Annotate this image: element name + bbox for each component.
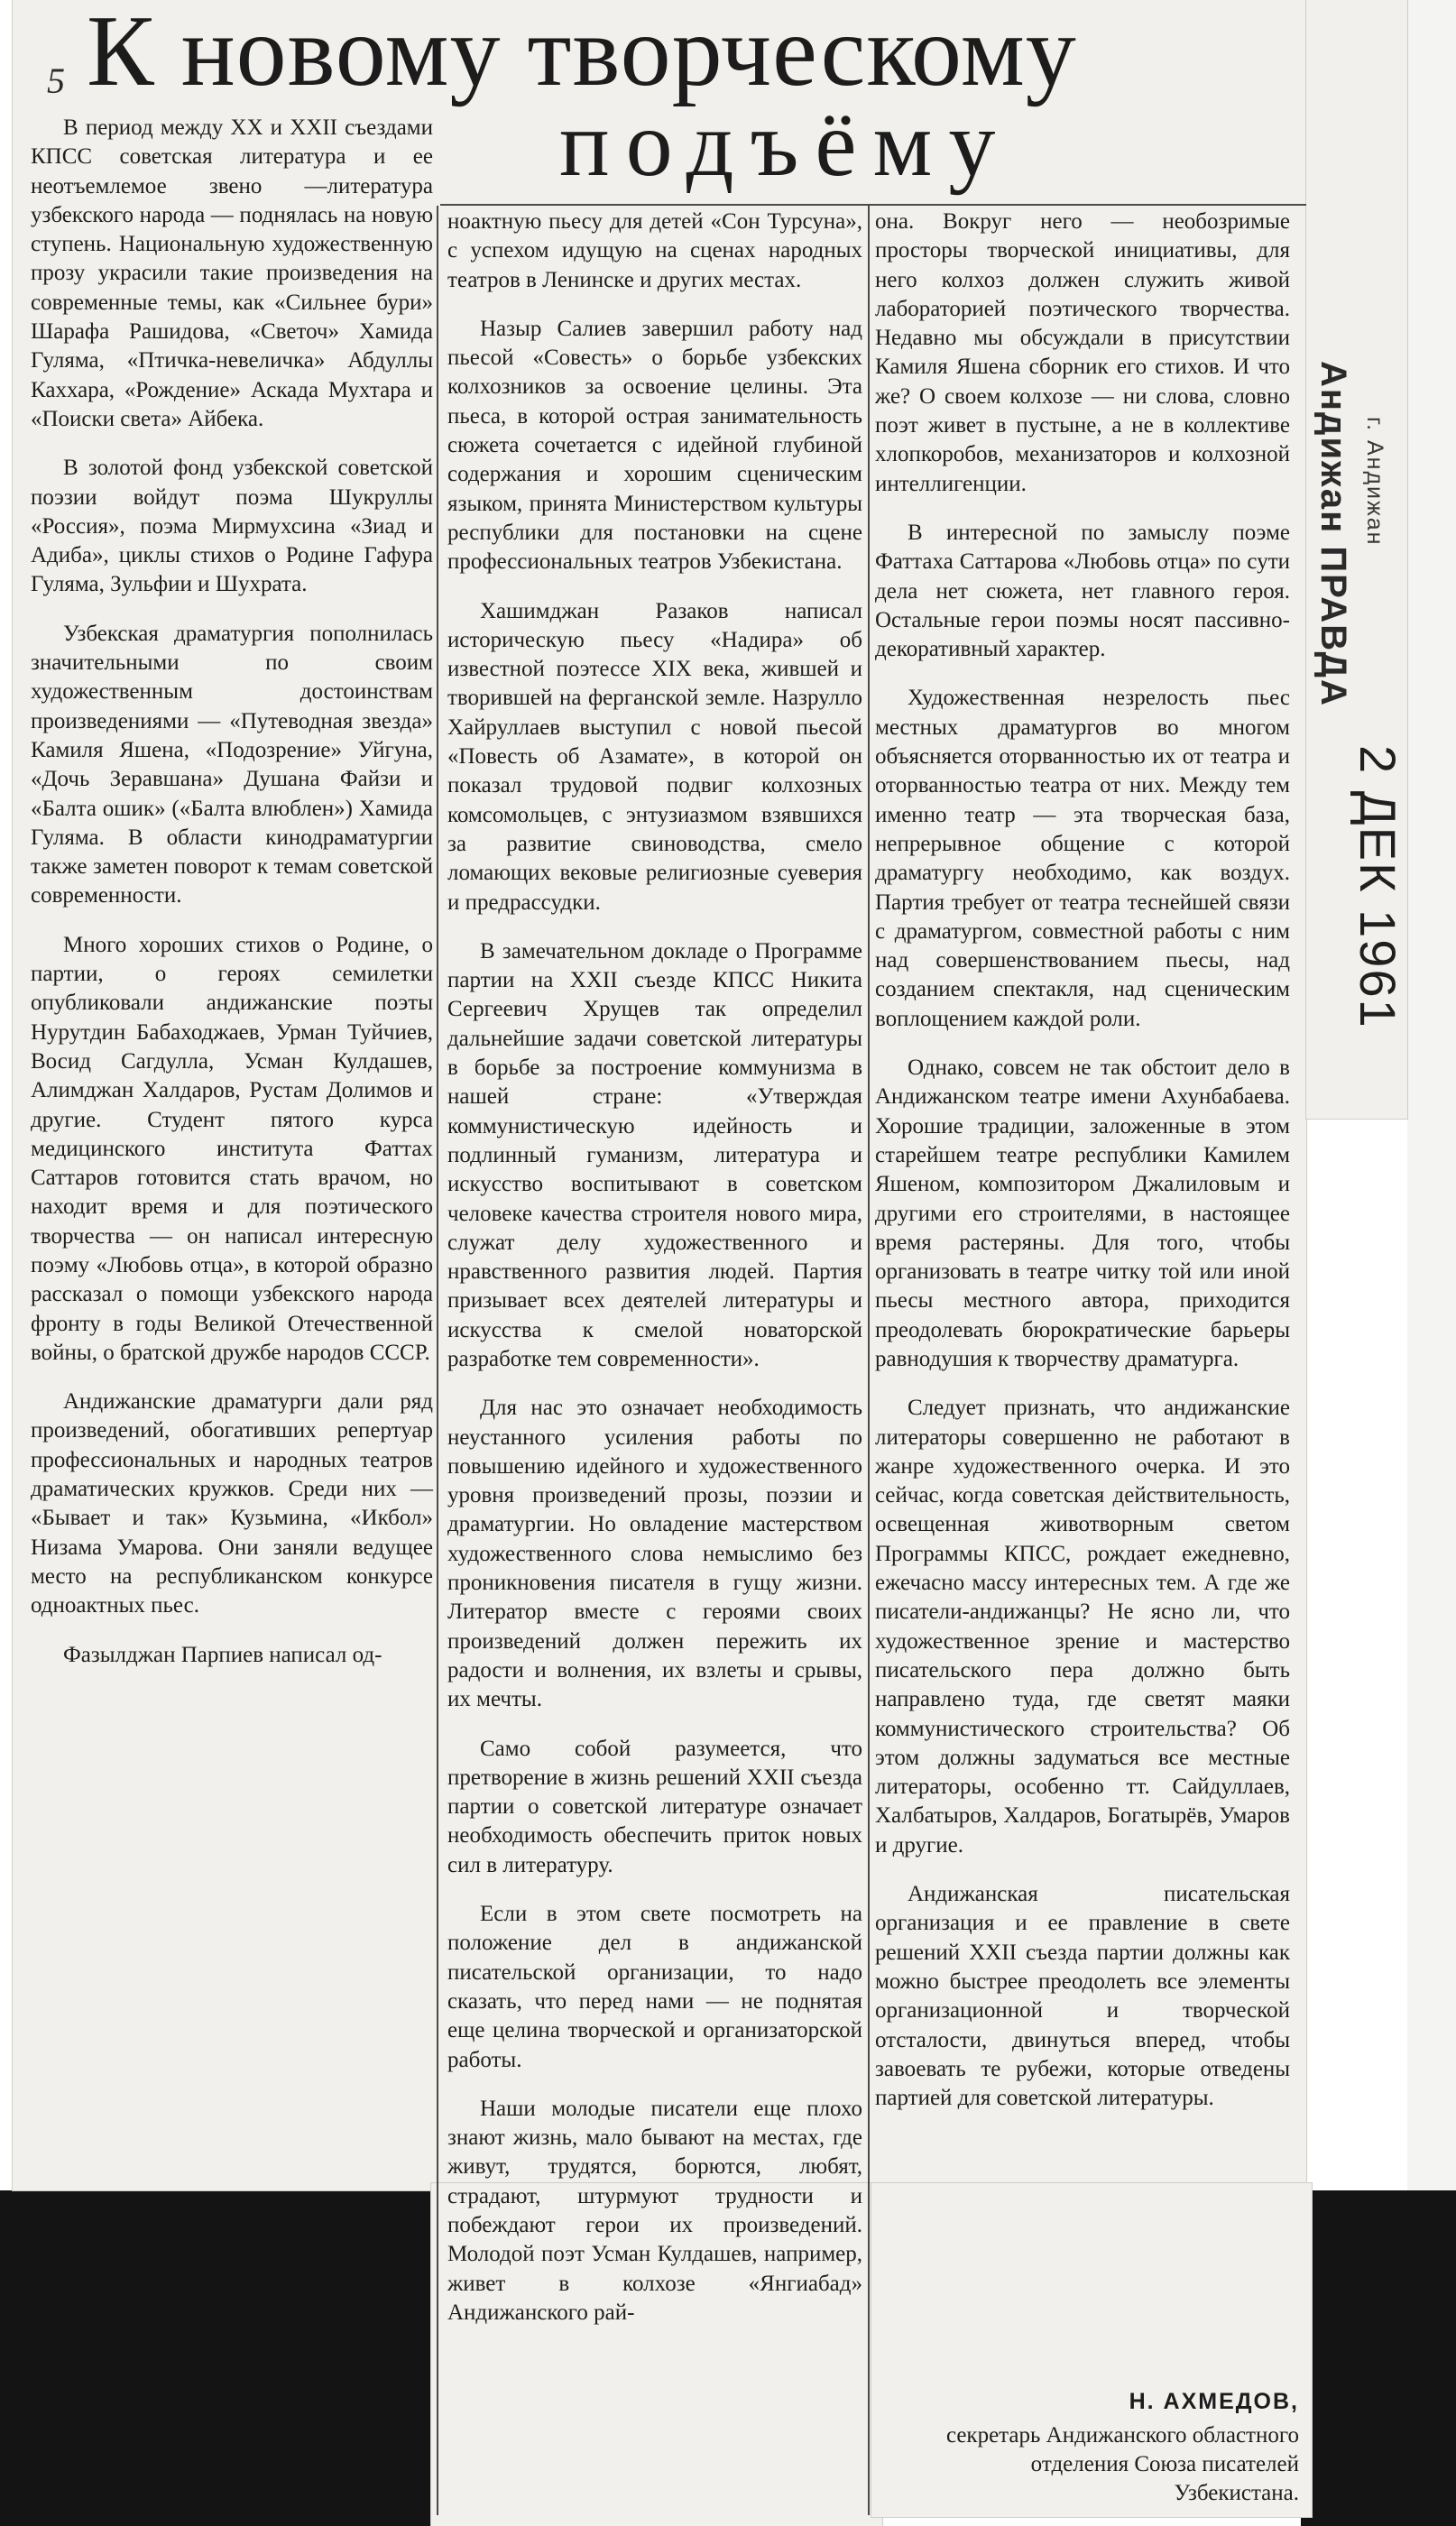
handwritten-page-number: 5 [47,60,65,101]
paragraph: Художественная незрелость пьес местных драматургов во многом объясняется оторванностью их от театра и оторванностью театра от них. Между тем именно театр — эта творческая база, непрерывное общение с которой драматургу необходимо, как воздух. Партия требует от театра теснейшей связи с драматургом, совместной работы с ним над совершенствованием пьесы, над созданием спектакля, над сценическим воплощением каждой роли. [875,686,1290,1031]
paragraph: Наши молодые писатели еще плохо знают жизнь, мало бывают на местах, где живут, трудятся, борются, любят, страдают, штурмуют трудности и побеждают герои их произведений. Молодой поэт Усман Кулдашев, например, живет в колхозе «Янгиабад» Андижанского рай- [447,2096,862,2325]
author-name: Н. АХМЕДОВ, [1129,2389,1299,2414]
article-column-1 [31,114,433,1690]
article-column-3 [875,207,1290,2133]
paragraph: Андижанская писательская организация и ее правление в свете решений XXII съезда партии должны как можно быстрее преодолеть все элементы организационной и творческой отсталости, двинуться вперед, чтобы завоевать те рубежи, которые отведены партией для советской литературы. [875,1882,1290,2111]
paragraph: Узбекская драматургия пополнилась значительными по своим художественным достоинствам произведениями — «Путеводная звезда» Камиля Яшена, «Подозрение» Уйгуна, «Дочь Зеравшана» Душана Файзи и «Балта ошик» («Балта влюблен») Хамида Гуляма. В области кинодраматургии также заметен поворот к темам советской современности. [31,621,433,908]
column-top-rule [440,204,1306,206]
paragraph: она. Вокруг него — необозримые просторы творческой инициативы, для него колхоз должен служить живой лабораторией поэтического творчества. Недавно мы обсуждали в присутствии Камиля Яшена сборник его стихов. И что же? О своем колхозе — ни слова, словно поэт живет в пустыне, а не в коллективе хлопкоробов, механизаторов и колхозной интеллигенции. [875,209,1290,496]
scan-dark-area-right [1301,2190,1456,2526]
clipping-source-stamp: Андижан ПРАВДА [1313,361,1353,707]
paragraph: Много хороших стихов о Родине, о партии, о героях семилетки опубликовали андижанские поэты Нурутдин Бабаходжаев, Урман Туйчиев, Восид Сагдулла, Усман Кулдашев, Алимджан Халдаров, Рустам Долимов и другие. Студент пятого курса медицинского института Фаттах Саттаров готовится стать врачом, но находит время и для поэтического творчества — он написал интересную поэму «Любовь отца», в которой образно рассказал о помощи узбекского народа фронту в годы Великой Отечественной войны, о братской дружбе народов СССР. [31,932,433,1365]
scan-dark-area-left [0,2190,440,2526]
paragraph: Однако, совсем не так обстоит дело в Андижанском театре имени Ахунбабаева. Хорошие традиции, заложенные в этом старейшем театре республики Камилем Яшеном, композитором Джалиловым и другими его строителями, в настоящее время растеряны. Для того, чтобы организовать в театре читку той или иной пьесы местного автора, приходится преодолевать бюрократические барьеры равнодушия к творчеству драматурга. [875,1056,1290,1371]
column-divider-2 [868,206,870,2515]
paragraph: Хашимджан Разаков написал историческую пьесу «Надира» об известной поэтессе XIX века, жившей и творившей на ферганской земле. Назрулло Хайруллаев выступил с новой пьесой «Повесть об Азамате», в которой он показал трудовой подвиг колхозных комсомольцев, с энтузиазмом взявшихся за развитие свиноводства, смело ломающих вековые религиозные суеверия и предрассудки. [447,598,862,915]
paragraph: ноактную пьесу для детей «Сон Турсуна», с успехом идущую на сценах народных театров в Ленинске и других местах. [447,209,862,292]
clipping-city-stamp: г. Андижан [1362,417,1387,547]
article-column-2 [447,207,862,2347]
column-divider-1 [437,206,438,2515]
paragraph: Следует признать, что андижанские литераторы совершенно не работают в жанре художественного очерка. И это сейчас, когда советская действительность, освещенная животворным светом Программы КПСС, рождает ежедневно, ежечасно массу интересных тем. А где же писатели-андижанцы? Не ясно ли, что художественное зрение и мастерство писательского пера должно быть направлено туда, где светят маяки коммунистического строительства? Об этом должны задуматься все местные литераторы, особенно тт. Сайдуллаев, Халбатыров, Халдаров, Богатырёв, Умаров и другие. [875,1396,1290,1858]
headline-line-1: К новому творческому [87,0,1077,107]
paragraph: Для нас это означает необходимость неустанного усиления работы по повышению идейного и художественного уровня произведений прозы, поэзии и драматургии. Но овладение мастерством художественного слова немыслимо без проникновения писателя в гущу жизни. Литератор вместе с героями своих произведений должен пережить их радости и волнения, их взлеты и срывы, их мечты. [447,1396,862,1712]
clipping-date-stamp: 2 ДЕК 1961 [1350,745,1406,1029]
paragraph: Фазылджан Парпиев написал од- [63,1642,382,1667]
paragraph: В замечательном докладе о Программе партии на XXII съезде КПСС Никита Сергеевич Хрущев так определил дальнейшие задачи советской литературы в борьбе за построение коммунизма в нашей стране: «Утверждая коммунистическую идейность и подлинный гуманизм, литература и искусство воспитывают в советском человеке качества строителя нового мира, служат делу художественного и нравственного развития людей. Партия призывает всех деятелей литературы и искусства к смелой новаторской разработке тем современности». [447,938,862,1371]
paragraph: Назыр Салиев завершил работу над пьесой «Совесть» о борьбе узбекских колхозников за освоение целины. Эта пьеса, в которой острая занимательность сюжета сочетается с идейной глубиной содержания и хорошим сценическим языком, принята Министерством культуры республики для постановки на сцене профессиональных театров Узбекистана. [447,316,862,575]
paragraph: В интересной по замыслу поэме Фаттаха Саттарова «Любовь отца» по сути дела нет сюжета, нет главного героя. Остальные герои поэмы носят пассивно-декоративный характер. [875,520,1290,662]
paragraph: Андижанские драматурги дали ряд произведений, обогативших репертуар профессиональных и народных театров драматических кружков. Среди них — «Бывает и так» Кузьмина, «Икбол» Низама Умарова. Они заняли ведущее место на республиканском конкурсе одноактных пьес. [31,1389,433,1618]
paragraph: Само собой разумеется, что претворение в жизнь решений XXII съезда партии о советской литературе означает необходимость обеспечить приток новых сил в литературу. [447,1736,862,1877]
author-title: секретарь Андижанского областного отделения Союза писателей Узбекистана. [945,2423,1299,2505]
headline-line-2: подъёму [559,92,1012,196]
paragraph: В золотой фонд узбекской советской поэзии войдут поэма Шукруллы «Россия», поэма Мирмухсина «Зиад и Адиба», циклы стихов о Родине Гафура Гуляма, Зульфии и Шухрата. [31,456,433,597]
paragraph: В период между XX и XXII съездами КПСС советская литература и ее неотъемлемое звено —литература узбекского народа — поднялась на новую ступень. Национальную художественную прозу украсили такие произведения на современные темы, как «Сильнее бури» Шарафа Рашидова, «Светоч» Хамида Гуляма, «Птичка-невеличка» Абдуллы Каххара, «Рождение» Аскада Мухтара и «Поиски света» Айбека. [31,115,433,431]
paragraph: Если в этом свете посмотреть на положение дел в андижанской писательской организации, то надо сказать, что перед нами — не поднятая еще целина творческой и организаторской работы. [447,1902,862,2072]
scan-background-strip [1407,0,1456,2526]
